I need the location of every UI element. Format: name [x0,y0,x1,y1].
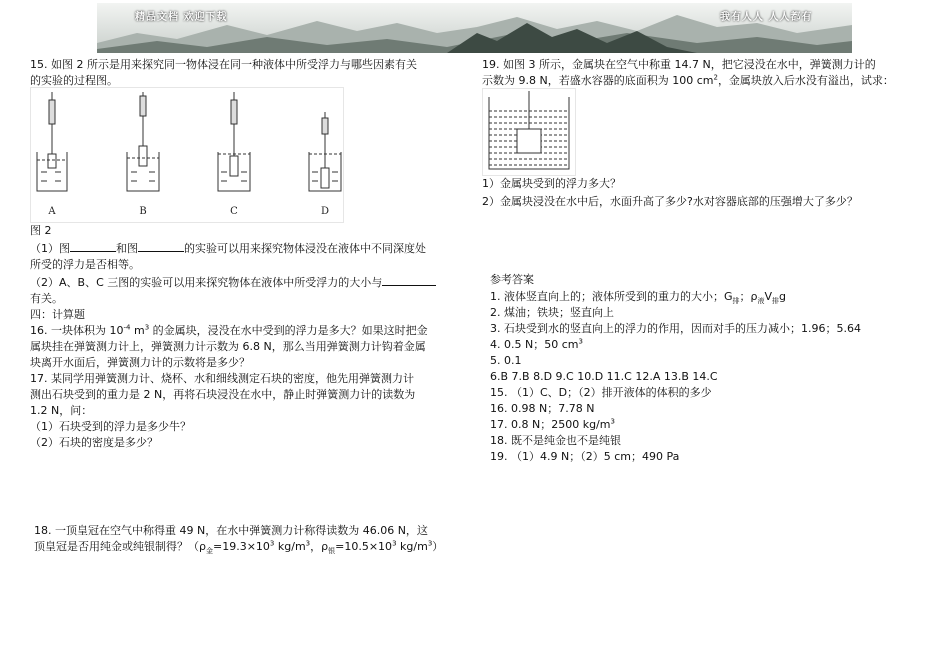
q19-text-b: ，金属块放入后水没有溢出，试求： [717,74,894,87]
a1-sub-2: 液 [757,297,765,306]
answer-6-14: 6.B 7.B 8.D 9.C 10.D 11.C 12.A 13.B 14.C [490,370,718,383]
answer-key [490,272,930,465]
figure-2-caption: 图 2 [30,224,52,237]
answer-3: 3. 石块受到水的竖直向上的浮力的作用，因而对手的压力减小；1.96；5.64 [490,322,861,335]
a1-sub-1: 排 [732,297,740,306]
q19-text-a: 示数为 9.8 N，若盛水容器的底面积为 100 cm [482,74,714,87]
question-15 [30,57,470,89]
q15-sub1-text-c: 的实验可以用来探究物体浸没在液体中不同深度处 [184,242,426,255]
figure-label-a: A [48,206,56,217]
q18-text-b: =19.3×10 [212,540,270,553]
q19-sub2: 2）金属块浸没在水中后，水面升高了多少?水对容器底部的压强增大了多少？ [482,195,858,208]
a1-text-b: ；ρ [739,290,758,303]
q17-line1: 17. 某同学用弹簧测力计、烧杯、水和细线测定石块的密度，他先用弹簧测力计 [30,372,414,385]
q17-line2: 测出石块受到的重力是 2 N，再将石块浸没在水中，静止时弹簧测力计的读数为 [30,388,416,401]
q15-sub2-line2: 有关。 [30,292,63,305]
a4-text: 4. 0.5 N；50 cm [490,338,579,351]
a17-sup: 3 [610,417,615,426]
q15-intro-line2: 的实验的过程图。 [30,74,118,87]
blank-1 [70,239,116,252]
q18-sup-2: 3 [305,539,311,548]
q16-text-b: m [130,324,145,337]
q15-sub2-line1 [30,273,470,291]
q16-line2: 属块挂在弹簧测力计上，弹簧测力计示数为 6.8 N，那么当用弹簧测力计钩着金属 [30,340,426,353]
answer-1 [490,289,930,305]
q15-sub1-text-a: （1）图 [30,242,70,255]
q18-line1: 18. 一顶皇冠在空气中称得重 49 N，在水中弹簧测力计称得读数为 46.06 N，这 [34,524,428,537]
question-15-parts [30,223,470,451]
q16-sup-2: 3 [144,323,150,332]
q17-line3: 1.2 N，问： [30,404,93,417]
answer-16: 16. 0.98 N；7.78 N [490,402,595,415]
figure-label-c: C [230,206,238,217]
figure-3 [482,88,576,176]
question-19-parts [482,176,922,210]
a4-sup: 3 [578,337,583,346]
q15-sub1-line2: 所受的浮力是否相等。 [30,258,140,271]
q19-line2 [482,73,922,89]
q19-sub1: 1）金属块受到的浮力多大？ [482,177,621,190]
q18-sup-1: 3 [269,539,275,548]
q16-text-c: 的金属块，浸没在水中受到的浮力是多大？如果这时把金 [149,324,428,337]
answer-18: 18. 既不是纯金也不是纯银 [490,434,621,447]
answer-17 [490,417,930,433]
figure-label-d: D [320,206,330,217]
answer-4 [490,337,930,353]
a1-text-a: 1. 液体竖直向上的；液体所受到的重力的大小；G [490,290,733,303]
q15-intro-line1: 15. 如图 2 所示是用来探究同一物体浸在同一种液体中所受浮力与哪些因素有关 [30,58,417,71]
q18-sub-silver: 银 [328,547,336,556]
a1-text-d: g [779,290,787,303]
banner-left-text: 精品文档 欢迎下载 [135,12,228,23]
header-banner [97,3,852,53]
section-4-title: 四：计算题 [30,308,85,321]
figure-2 [30,87,344,223]
answer-19: 19. （1）4.9 N；（2）5 cm；490 Pa [490,450,680,463]
blank-2 [138,239,184,252]
q16-sup-1: -4 [123,323,131,332]
figure-2-drawing [31,88,343,222]
q18-sup-3: 3 [392,539,397,548]
q18-text-e: =10.5×10 [335,540,393,553]
q18-sup-4: 3 [427,539,433,548]
q18-line2 [34,539,474,555]
q19-line1: 19. 如图 3 所示，金属块在空气中称重 14.7 N，把它浸没在水中，弹簧测力计的 [482,58,876,71]
q18-text-c: kg/m [274,540,306,553]
a1-text-c: V [764,290,773,303]
figure-label-b: B [139,206,147,217]
q18-text-f: kg/m [396,540,428,553]
q18-text-g: ） [432,540,444,553]
q15-sub1-line1 [30,239,470,257]
q17-sub1: （1）石块受到的浮力是多少牛？ [30,420,191,433]
q18-sub-gold: 金 [205,547,213,556]
question-18 [34,523,474,555]
a1-sub-3: 排 [772,297,780,306]
q16-text-a: 16. 一块体积为 10 [30,324,124,337]
q16-line3: 块离开水面后，弹簧测力计的示数将是多少？ [30,356,250,369]
answer-15: 15. （1）C、D；（2）排开液体的体积的多少 [490,386,712,399]
q19-sup: 2 [713,73,718,82]
q15-sub1-text-b: 和图 [116,242,138,255]
banner-right-text: 我有人人 人人都有 [720,12,813,23]
q15-sub2-text-a: （2）A、B、C 三图的实验可以用来探究物体在液体中所受浮力的大小与 [30,276,383,289]
a17-text: 17. 0.8 N；2500 kg/m [490,418,611,431]
q16-line1 [30,323,470,339]
q18-text-d: ，ρ [310,540,329,553]
blank-3 [382,273,436,286]
answer-2: 2. 煤油；铁块；竖直向上 [490,306,614,319]
question-19 [482,57,922,89]
q18-text-a: 顶皇冠是否用纯金或纯银制得？（ρ [34,540,206,553]
answers-title: 参考答案 [490,273,534,286]
q17-sub2: （2）石块的密度是多少？ [30,436,158,449]
answer-5: 5. 0.1 [490,354,522,367]
figure-3-drawing [483,89,575,175]
